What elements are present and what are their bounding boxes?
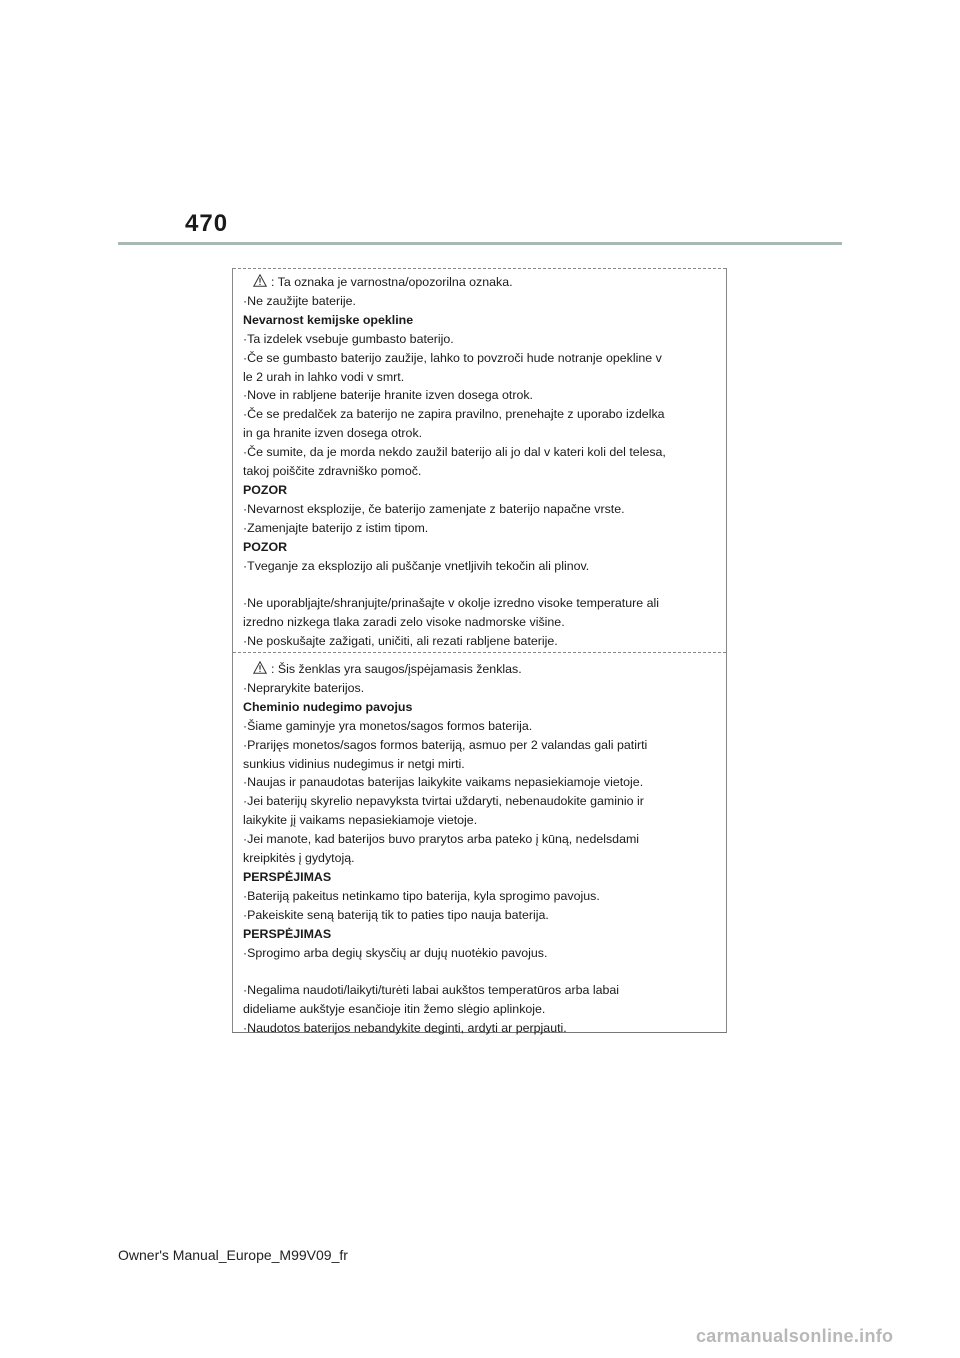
- label-line: ·Ne zaužijte baterije.: [243, 293, 356, 308]
- label-line: ·Jei manote, kad baterijos buvo prarytos arba pateko į kūną, nedelsdami: [243, 832, 640, 847]
- label-line: ·Zamenjajte baterijo z istim tipom.: [243, 520, 429, 535]
- section-heading: Nevarnost kemijske opekline: [243, 312, 414, 327]
- label-line: ·Ta izdelek vsebuje gumbasto baterijo.: [243, 331, 454, 346]
- warning-text-lithuanian: : Šis ženklas yra saugos/įspėjamasis ženklas.: [271, 662, 522, 676]
- label-line: ·Sprogimo arba degių skysčių ar dujų nuotėkio pavojus.: [243, 945, 548, 960]
- label-line: ·Ne uporabljajte/shranjujte/prinašajte v okolje izredno visoke temperature ali: [243, 596, 659, 611]
- footer-manual-name: Owner's Manual_Europe_M99V09_fr: [118, 1247, 348, 1263]
- label-line: dideliame aukštyje esančioje itin žemo slėgio aplinkoje.: [243, 1002, 546, 1017]
- warning-line-slovenian: [243, 273, 708, 292]
- warning-text-slovenian: : Ta oznaka je varnostna/opozorilna oznaka.: [271, 275, 513, 289]
- label-line: kreipkitės į gydytoją.: [243, 851, 355, 866]
- label-line: laikykite jį vaikams nepasiekiamoje vietoje.: [243, 813, 478, 828]
- line-spacer: [243, 576, 708, 595]
- label-line: ·Ne poskušajte zažigati, uničiti, ali rezati rabljene baterije.: [243, 634, 558, 649]
- label-line: ·Neprarykite baterijos.: [243, 680, 365, 695]
- label-line: ·Če sumite, da je morda nekdo zaužil baterijo ali jo dal v kateri koli del telesa,: [243, 445, 666, 460]
- section-heading: PERSPĖJIMAS: [243, 869, 332, 884]
- section-heading: PERSPĖJIMAS: [243, 926, 332, 941]
- label-line: ·Jei baterijų skyrelio nepavyksta tvirtai uždaryti, nebenaudokite gaminio ir: [243, 794, 644, 809]
- label-line: ·Nove in rabljene baterije hranite izven dosega otrok.: [243, 388, 533, 403]
- section-heading: POZOR: [243, 539, 288, 554]
- header-rule: [118, 242, 842, 245]
- label-line: ·Bateriją pakeitus netinkamo tipo baterija, kyla sprogimo pavojus.: [243, 888, 600, 903]
- label-line: ·Tveganje za eksplozijo ali puščanje vnetljivih tekočin ali plinov.: [243, 558, 590, 573]
- warning-triangle-icon: [253, 274, 267, 287]
- lines-lithuanian: [243, 679, 708, 1038]
- label-line: le 2 urah in lahko vodi v smrt.: [243, 369, 405, 384]
- label-line: takoj poiščite zdravniško pomoč.: [243, 464, 422, 479]
- line-spacer: [243, 963, 708, 982]
- label-line: ·Pakeiskite seną bateriją tik to paties tipo nauja baterija.: [243, 907, 549, 922]
- section-heading: Cheminio nudegimo pavojus: [243, 699, 413, 714]
- watermark: carmanualsonline.info: [696, 1326, 894, 1346]
- label-line: sunkius vidinius nudegimus ir netgi mirti.: [243, 756, 465, 771]
- label-line: ·Če se gumbasto baterijo zaužije, lahko to povzroči hude notranje opekline v: [243, 350, 662, 365]
- label-line: ·Naujas ir panaudotas baterijas laikykite vaikams nepasiekiamoje vietoje.: [243, 775, 644, 790]
- section-heading: POZOR: [243, 482, 288, 497]
- label-line: ·Prarijęs monetos/sagos formos bateriją, asmuo per 2 valandas gali patirti: [243, 737, 648, 752]
- section-divider: [233, 652, 726, 653]
- label-line: ·Če se predalček za baterijo ne zapira pravilno, prenehajte z uporabo izdelka: [243, 407, 665, 422]
- label-top-border: [233, 268, 726, 269]
- label-line: ·Negalima naudoti/laikyti/turėti labai aukštos temperatūros arba labai: [243, 983, 620, 998]
- lines-slovenian: [243, 292, 708, 651]
- warning-triangle-icon: [253, 661, 267, 674]
- label-line: izredno nizkega tlaka zaradi zelo visoke nadmorske višine.: [243, 615, 565, 630]
- battery-warning-label: [232, 268, 727, 1036]
- page-number: 470: [185, 210, 229, 237]
- warning-line-lithuanian: [243, 660, 708, 679]
- label-line: in ga hranite izven dosega otrok.: [243, 426, 423, 441]
- label-line: ·Naudotos baterijos nebandykite deginti, ardyti ar perpjauti.: [243, 1021, 567, 1036]
- section-lithuanian: [243, 660, 708, 1038]
- section-slovenian: [243, 273, 708, 651]
- label-line: ·Nevarnost eksplozije, če baterijo zamenjate z baterijo napačne vrste.: [243, 501, 625, 516]
- label-line: ·Šiame gaminyje yra monetos/sagos formos baterija.: [243, 718, 533, 733]
